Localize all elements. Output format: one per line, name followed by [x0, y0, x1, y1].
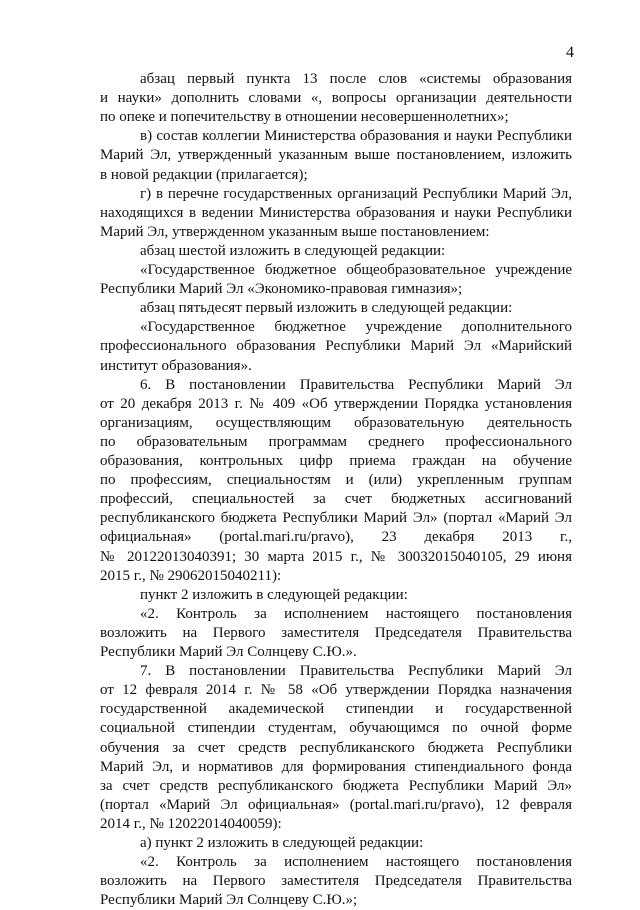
text-line: абзац первый пункта 13 после слов «системы образования	[140, 71, 572, 87]
text-line: Марий Эл, утвержденном указанным выше постановлением:	[100, 223, 490, 240]
text-line: (портал «Марий Эл официальная» (portal.mari.ru/pravo), 12 февраля	[100, 796, 572, 813]
text-line: государственной академической стипендии и государственной	[100, 701, 572, 718]
page-number: 4	[566, 44, 574, 61]
text-line: возложить на Первого заместителя Председателя Правительства	[100, 624, 572, 641]
text-line: находящихся в ведении Министерства образования и науки Республики	[100, 204, 572, 221]
text-line: «2. Контроль за исполнением настоящего постановления	[140, 854, 572, 871]
text-line: Республики Марий Эл Солнцеву С.Ю.»;	[100, 892, 358, 909]
text-line: 2015 г., № 29062015040211):	[100, 567, 282, 584]
text-line: «Государственное бюджетное учреждение дополнительного	[140, 319, 572, 336]
text-line: обучения за счет средств республиканского бюджета Республики	[100, 739, 572, 756]
text-line: 7. В постановлении Правительства Республики Марий Эл	[140, 663, 572, 680]
text-line: а) пункт 2 изложить в следующей редакции:	[140, 835, 424, 851]
text-line: возложить на Первого заместителя Председателя Правительства	[100, 873, 572, 890]
text-line: профессионального образования Республики Марий Эл «Марийский	[100, 338, 572, 355]
text-line: и науки» дополнить словами «, вопросы организации деятельности	[100, 90, 572, 107]
text-line: по образовательным программам среднего профессионального	[100, 433, 572, 450]
text-line: образования, контрольных цифр приема граждан на обучение	[100, 453, 572, 469]
text-line: 2014 г., № 12022014040059):	[100, 815, 282, 832]
text-line: Марий Эл, утвержденный указанным выше постановлением, изложить	[100, 147, 572, 164]
text-line: по опеке и попечительству в отношении несовершеннолетних»;	[100, 109, 509, 126]
text-line: от 12 февраля 2014 г. № 58 «Об утверждении Порядка назначения	[100, 682, 572, 699]
text-line: абзац пятьдесят первый изложить в следующей редакции:	[140, 300, 513, 317]
text-line: по профессиям, специальностям и (или) укрепленным группам	[100, 472, 572, 489]
text-line: в новой редакции (прилагается);	[100, 166, 308, 183]
text-line: профессий, специальностей за счет бюджетных ассигнований	[100, 491, 572, 508]
text-line: пункт 2 изложить в следующей редакции:	[140, 586, 408, 603]
text-line: «Государственное бюджетное общеобразовательное учреждение	[140, 262, 572, 278]
text-line: Республики Марий Эл Солнцеву С.Ю.».	[100, 644, 357, 660]
text-line: институт образования».	[100, 357, 252, 374]
text-line: Марий Эл, и нормативов для формирования стипендиального фонда	[100, 758, 572, 775]
text-line: за счет средств республиканского бюджета Республики Марий Эл»	[100, 777, 572, 794]
text-line: 6. В постановлении Правительства Республики Марий Эл	[140, 376, 572, 393]
text-line: № 20122013040391; 30 марта 2015 г., № 30032015040105, 29 июня	[100, 548, 572, 565]
text-line: социальной стипендии студентам, обучающимся по очной форме	[100, 720, 572, 737]
text-line: официальная» (portal.mari.ru/pravo), 23 декабря 2013 г.,	[100, 529, 572, 546]
text-line: от 20 декабря 2013 г. № 409 «Об утверждении Порядка установления	[100, 395, 572, 412]
text-line: в) состав коллегии Министерства образования и науки Республики	[140, 128, 572, 145]
text-line: абзац шестой изложить в следующей редакции:	[140, 242, 446, 259]
text-line: Республики Марий Эл «Экономико-правовая гимназия»;	[100, 281, 463, 298]
text-line: республиканского бюджета Республики Марий Эл» (портал «Марий Эл	[100, 510, 572, 527]
text-line: «2. Контроль за исполнением настоящего постановления	[140, 605, 572, 622]
text-line: организациям, осуществляющим образовательную деятельность	[100, 414, 572, 431]
text-line: г) в перечне государственных организаций Республики Марий Эл,	[140, 185, 572, 202]
